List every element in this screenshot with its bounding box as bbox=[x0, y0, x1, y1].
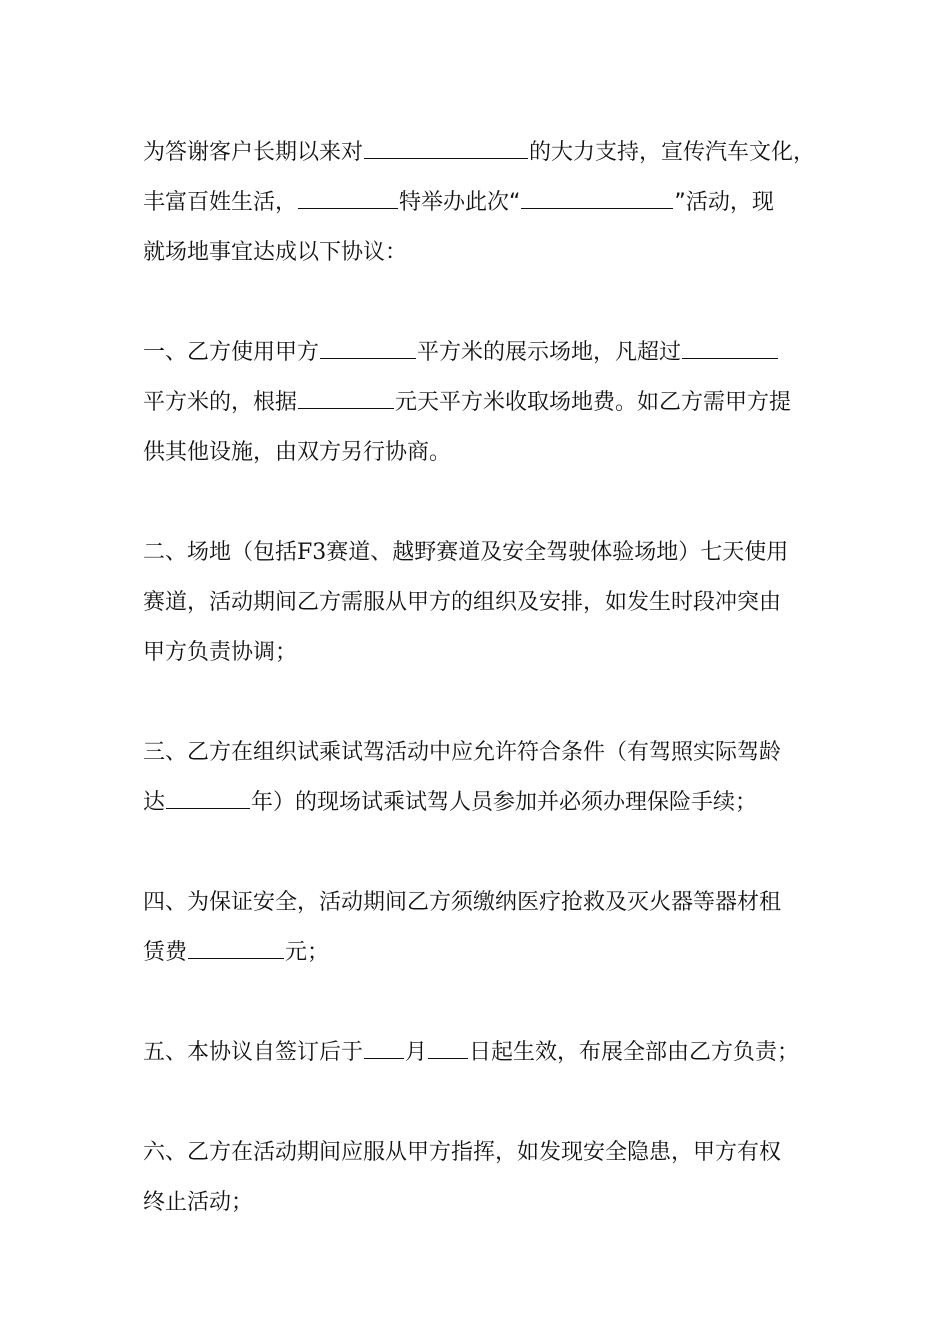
customer-name-blank bbox=[364, 134, 528, 159]
clause-2 bbox=[143, 528, 823, 678]
fee-rate-blank bbox=[298, 384, 394, 409]
paragraph-gap bbox=[143, 678, 823, 728]
clause-2-line-3: 甲方负责协调； bbox=[143, 640, 298, 665]
event-name-blank bbox=[521, 184, 673, 209]
intro-line-3: 就场地事宜达成以下协议： bbox=[143, 240, 408, 265]
document-page bbox=[143, 128, 823, 1228]
clause-text: 达 bbox=[143, 790, 166, 815]
clause-1 bbox=[143, 328, 823, 478]
clause-4-line-1: 四、为保证安全，活动期间乙方须缴纳医疗抢救及灭火器等器材租 bbox=[143, 890, 782, 915]
intro-text: ”活动，现 bbox=[674, 190, 774, 215]
clause-text: 平方米的，根据 bbox=[143, 390, 298, 415]
driving-years-blank bbox=[166, 784, 250, 809]
clause-6-line-1: 六、乙方在活动期间应服从甲方指挥，如发现安全隐患，甲方有权 bbox=[143, 1140, 782, 1165]
clause-3-line-2 bbox=[143, 778, 823, 828]
clause-text: 五、本协议自签订后于 bbox=[143, 1040, 364, 1065]
clause-text: 赛道、越野赛道及安全驾驶体验场地）七天使用 bbox=[326, 540, 789, 565]
clause-3 bbox=[143, 728, 823, 828]
intro-line-2 bbox=[143, 178, 823, 228]
clause-1-line-3: 供其他设施，由双方另行协商。 bbox=[143, 440, 452, 465]
organizer-blank bbox=[298, 184, 398, 209]
clause-4 bbox=[143, 878, 823, 978]
intro-text: 的大力支持，宣传汽车文化， bbox=[529, 140, 816, 165]
clause-text: 一、乙方使用甲方 bbox=[143, 340, 320, 365]
clause-1-line-2 bbox=[143, 378, 823, 428]
intro-text: 特举办此次“ bbox=[399, 190, 521, 215]
intro-line-1 bbox=[143, 128, 823, 178]
excess-area-blank bbox=[682, 334, 778, 359]
day-blank bbox=[428, 1034, 468, 1059]
clause-text: 平方米的展示场地，凡超过 bbox=[417, 340, 682, 365]
paragraph-gap bbox=[143, 828, 823, 878]
clause-6-line-2: 终止活动； bbox=[143, 1190, 254, 1215]
clause-text: 年）的现场试乘试驾人员参加并必须办理保险手续； bbox=[251, 790, 758, 815]
clause-text: 二、场地（包括 bbox=[143, 540, 298, 565]
clause-text: 月 bbox=[405, 1040, 428, 1065]
clause-1-line-1 bbox=[143, 328, 823, 378]
clause-2-line-1 bbox=[143, 528, 823, 578]
clause-5-line-1 bbox=[143, 1028, 823, 1078]
clause-3-line-1: 三、乙方在组织试乘试驾活动中应允许符合条件（有驾照实际驾龄 bbox=[143, 740, 782, 765]
intro-paragraph bbox=[143, 128, 823, 278]
area-blank bbox=[320, 334, 416, 359]
clause-2-line-2: 赛道，活动期间乙方需服从甲方的组织及安排，如发生时段冲突由 bbox=[143, 590, 782, 615]
clause-text: 元； bbox=[285, 940, 330, 965]
clause-text: 日起生效，布展全部由乙方负责； bbox=[469, 1040, 800, 1065]
clause-text: 元天平方米收取场地费。如乙方需甲方提 bbox=[395, 390, 792, 415]
month-blank bbox=[364, 1034, 404, 1059]
paragraph-gap bbox=[143, 278, 823, 328]
paragraph-gap bbox=[143, 1078, 823, 1128]
clause-text: 赁费 bbox=[143, 940, 188, 965]
track-code: F3 bbox=[297, 540, 327, 565]
clause-5 bbox=[143, 1028, 823, 1078]
paragraph-gap bbox=[143, 478, 823, 528]
clause-6 bbox=[143, 1128, 823, 1228]
paragraph-gap bbox=[143, 978, 823, 1028]
rental-fee-blank bbox=[188, 934, 284, 959]
intro-text: 为答谢客户长期以来对 bbox=[143, 140, 364, 165]
intro-text: 丰富百姓生活， bbox=[143, 190, 298, 215]
clause-4-line-2 bbox=[143, 928, 823, 978]
